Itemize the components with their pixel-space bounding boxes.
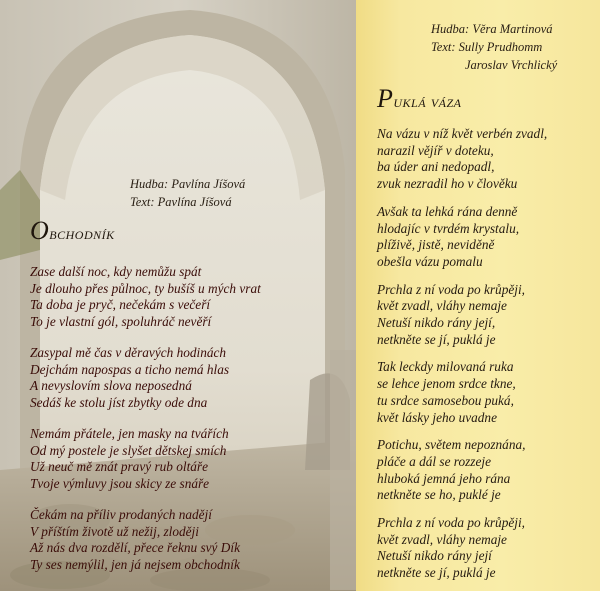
- lyrics-line: Zase další noc, kdy nemůžu spát: [30, 264, 202, 279]
- lyrics-stanza: [30, 345, 350, 411]
- lyrics-line: zvuk nezradil ho v člověku: [377, 176, 518, 192]
- left-song-text-credit: Text: Pavlína Jíšová: [130, 195, 232, 209]
- lyrics-line: Na vázu v níž květ verbén zvadl,: [377, 126, 548, 141]
- lyrics-line: květ zvadl, vláhy nemaje: [377, 298, 507, 314]
- lyrics-stanza: [377, 204, 597, 271]
- right-song-text-credit: Text: Sully Prudhomm: [431, 40, 543, 54]
- lyrics-line: netkněte se jí, puklá je: [377, 565, 496, 581]
- left-song-music-credit: Hudba: Pavlína Jíšová: [130, 177, 246, 191]
- lyrics-line: Avšak ta lehká rána denně: [377, 203, 518, 219]
- lyrics-line: netkněte se jí, puklá je: [377, 331, 496, 347]
- lyrics-line: tu srdce samosebou puká,: [377, 392, 514, 408]
- lyrics-line: V příštím životě už nežij, zloději: [30, 523, 199, 539]
- lyrics-line: ba úder ani nedopadl,: [377, 159, 495, 175]
- lyrics-line: květ lásky jeho uvadne: [377, 409, 497, 425]
- lyrics-line: Prchla z ní voda po krůpěji,: [377, 515, 525, 531]
- lyrics-line: Ta doba je pryč, nečekám s večeří: [30, 297, 211, 312]
- left-song-title: [30, 216, 115, 246]
- lyrics-stanza: [377, 515, 597, 582]
- lyrics-line: A nevyslovím slova neposedná: [30, 378, 192, 393]
- lyrics-line: Už neuč mě znát pravý rub oltáře: [30, 459, 209, 474]
- lyrics-line: Netuší nikdo rány její: [377, 548, 492, 564]
- left-song-title-rest: bchodník: [49, 224, 115, 243]
- lyrics-line: hluboká jemná jeho rána: [377, 470, 511, 486]
- right-song-lyrics: [377, 126, 597, 593]
- lyrics-line: Od mý postele je slyšet dětskej smích: [30, 442, 227, 458]
- lyrics-line: Potichu, světem nepoznána,: [377, 437, 526, 453]
- lyrics-line: narazil vějíř v doteku,: [377, 142, 494, 158]
- lyrics-stanza: [30, 507, 350, 573]
- right-song-text-credit-2: Jaroslav Vrchlický: [465, 58, 558, 72]
- right-song-title-rest: uklá váza: [393, 92, 462, 111]
- right-song-title-initial: P: [377, 84, 394, 113]
- lyrics-line: pláče a dál se rozzeje: [377, 453, 491, 469]
- lyrics-line: obešla vázu pomalu: [377, 253, 483, 269]
- lyrics-line: plíživě, jistě, neviděně: [377, 237, 495, 253]
- lyrics-line: To je vlastní gól, spoluhráč nevěří: [30, 313, 212, 329]
- lyrics-line: Tak leckdy milovaná ruka: [377, 359, 514, 375]
- lyrics-stanza: [30, 264, 350, 330]
- lyrics-stanza: [377, 282, 597, 349]
- left-song-title-initial: O: [30, 216, 50, 245]
- lyrics-line: Až nás dva rozdělí, přece řeknu svý Dík: [30, 540, 240, 555]
- lyrics-stanza: [377, 126, 597, 193]
- right-song-music-credit: Hudba: Věra Martinová: [431, 22, 553, 36]
- lyrics-line: Ty ses nemýlil, jen já nejsem obchodník: [30, 556, 240, 572]
- lyrics-stanza: [377, 359, 597, 426]
- lyrics-line: Prchla z ní voda po krůpěji,: [377, 281, 525, 297]
- left-song-credits: [130, 175, 245, 211]
- lyrics-line: Je dlouho přes půlnoc, ty bušíš u mých vrat: [30, 280, 261, 296]
- right-song-title: [377, 84, 461, 114]
- lyrics-line: Sedáš ke stolu jíst zbytky ode dna: [30, 394, 208, 410]
- lyrics-line: se lehce jenom srdce tkne,: [377, 376, 516, 392]
- right-song-credits: [431, 20, 557, 74]
- lyrics-stanza: [377, 437, 597, 504]
- lyrics-line: Tvoje výmluvy jsou skicy ze snáře: [30, 475, 210, 491]
- lyrics-line: květ zvadl, vláhy nemaje: [377, 531, 507, 547]
- lyrics-line: Nemám přátele, jen masky na tvářích: [30, 426, 229, 441]
- lyrics-stanza: [30, 426, 350, 492]
- lyrics-line: hlodajíc v tvrdém krystalu,: [377, 220, 520, 236]
- lyrics-line: netkněte se ho, puklé je: [377, 487, 501, 503]
- lyrics-line: Čekám na příliv prodaných nadějí: [30, 507, 212, 522]
- lyrics-line: Netuší nikdo rány její,: [377, 315, 496, 331]
- lyrics-line: Dejchám napospas a ticho nemá hlas: [30, 361, 230, 377]
- left-song-lyrics: [30, 264, 350, 588]
- lyrics-line: Zasypal mě čas v děravých hodinách: [30, 345, 227, 360]
